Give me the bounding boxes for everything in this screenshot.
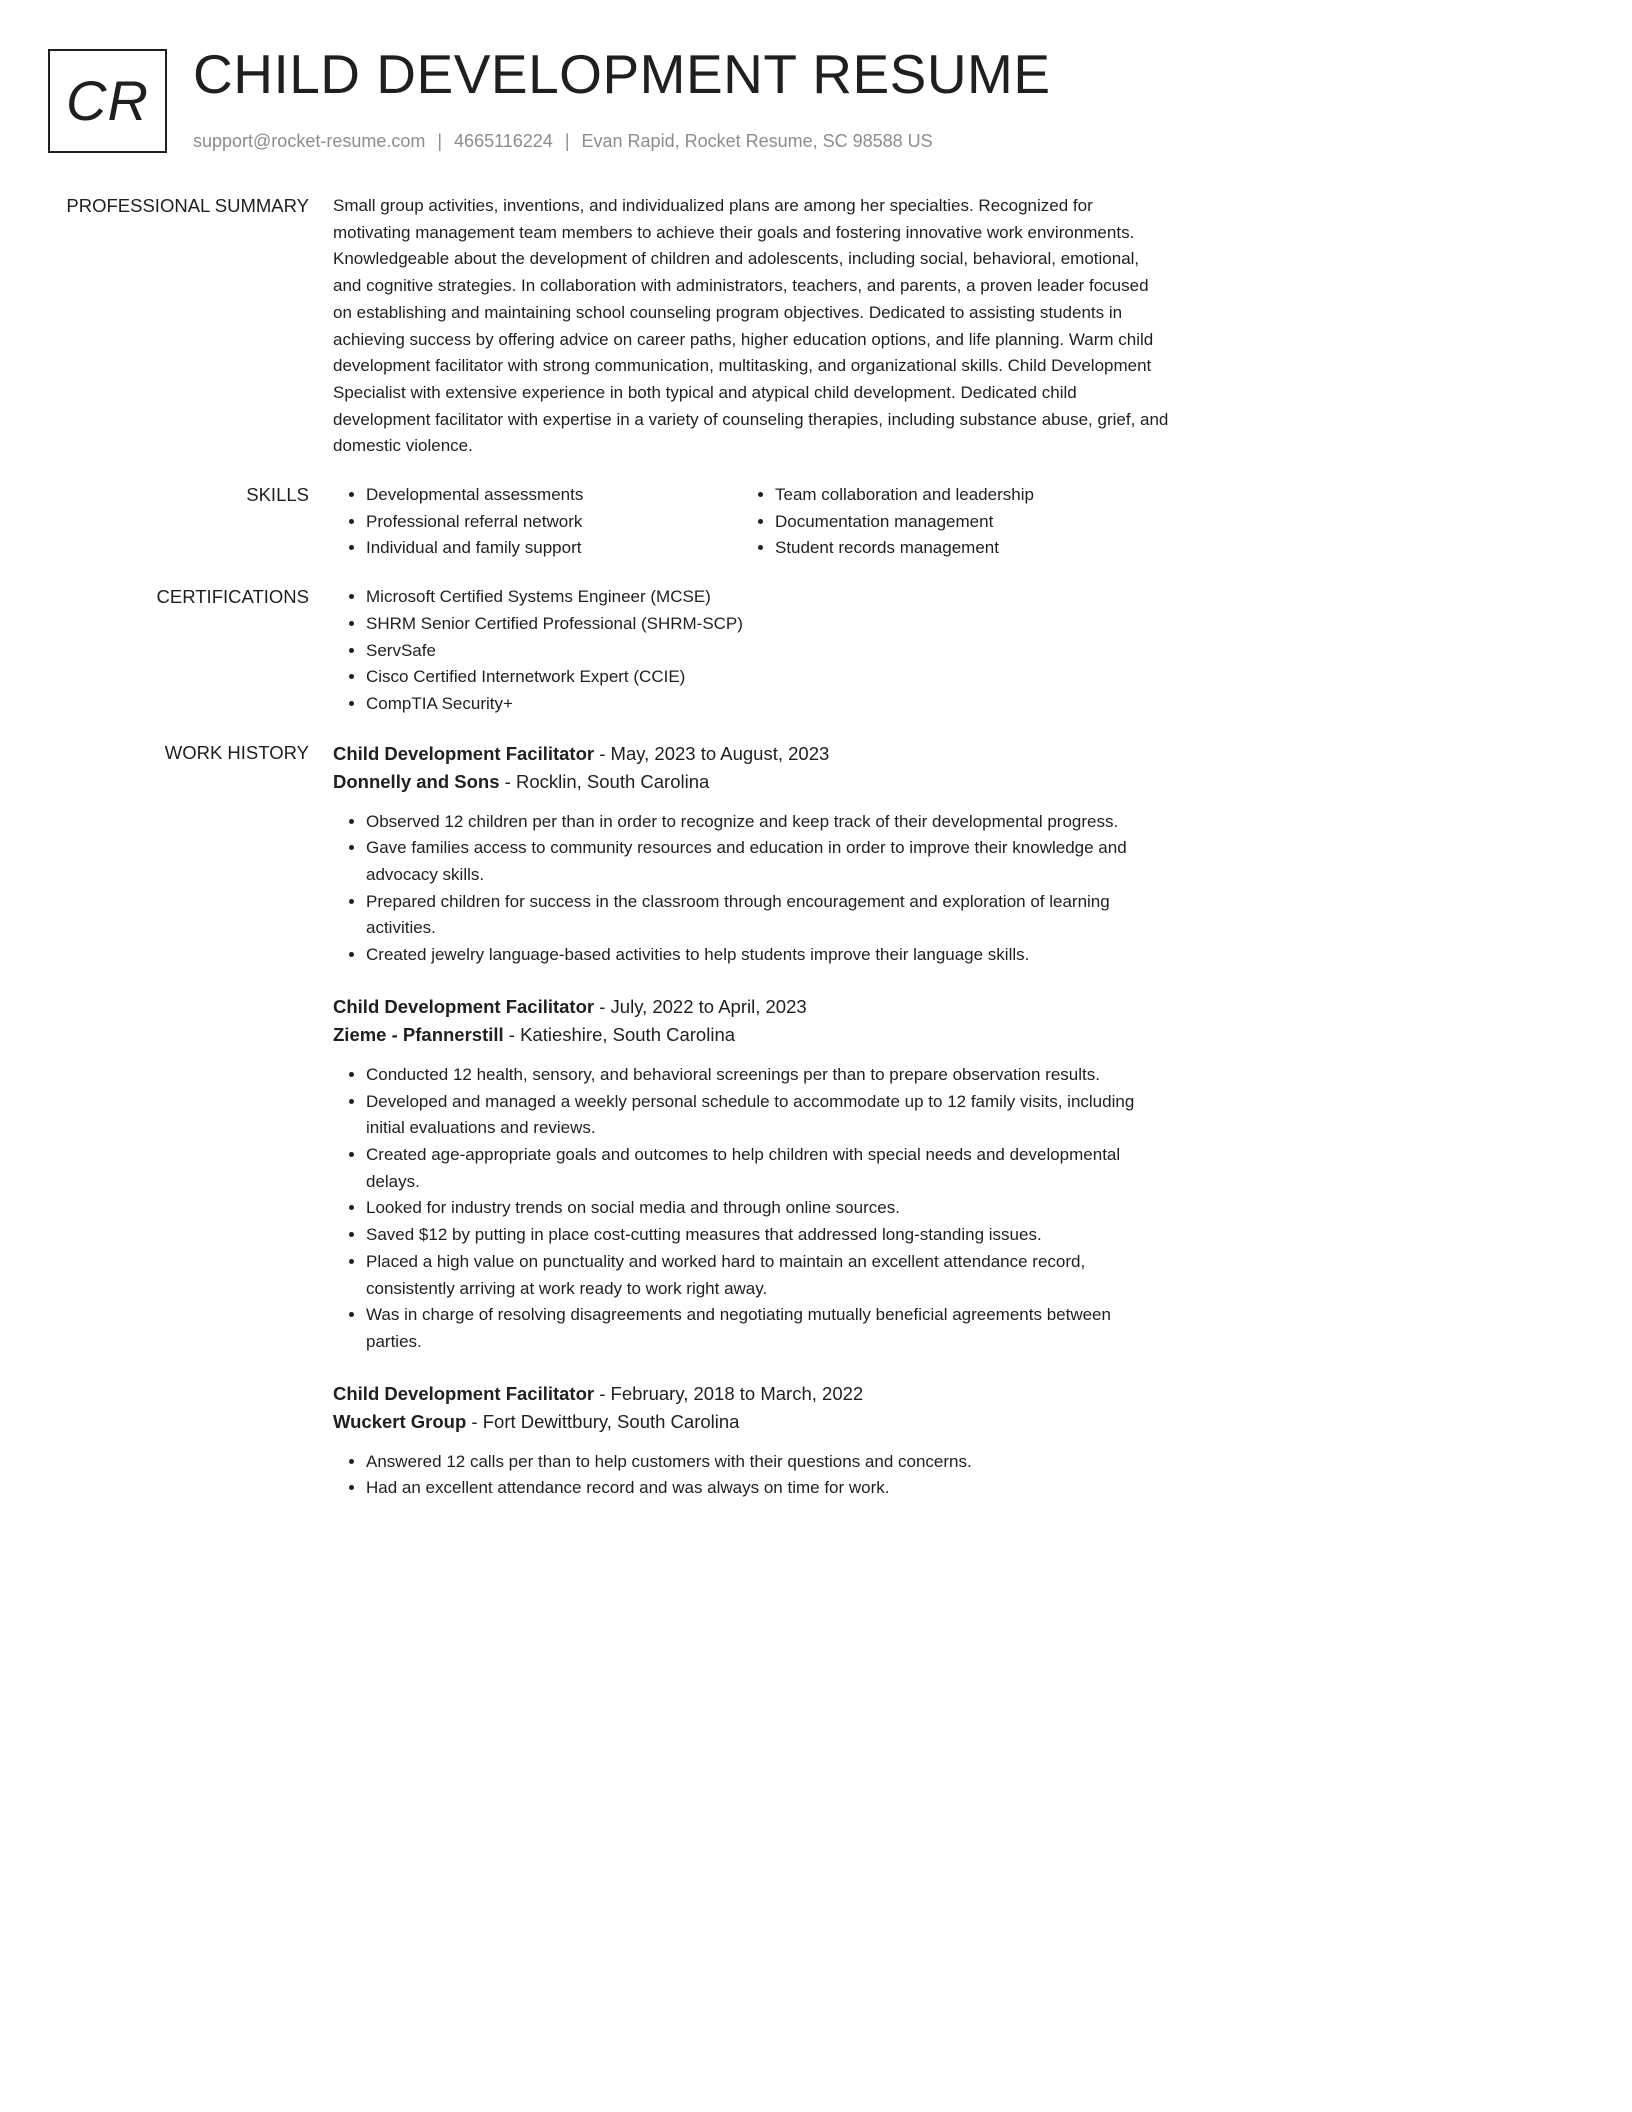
job-title: Child Development Facilitator xyxy=(333,1382,595,1404)
skill-item: • Individual and family support xyxy=(366,535,742,562)
certification-item: • CompTIA Security+ xyxy=(366,691,1171,718)
job-bullets xyxy=(333,1449,1171,1502)
certification-item: • Microsoft Certified Systems Engineer (MCSE) xyxy=(366,584,1171,611)
certification-item: • Cisco Certified Internetwork Expert (CCIE) xyxy=(366,664,1171,691)
skills-section xyxy=(0,482,1224,562)
resume-title: CHILD DEVELOPMENT RESUME xyxy=(193,43,1051,105)
job-bullet: • Created age-appropriate goals and outcomes to help children with special needs and developmental delays. xyxy=(366,1142,1171,1195)
skill-item: • Professional referral network xyxy=(366,509,742,536)
certifications-list xyxy=(333,584,1171,718)
job-bullet: • Answered 12 calls per than to help customers with their questions and concerns. xyxy=(366,1449,1171,1476)
job-bullet: • Developed and managed a weekly personal schedule to accommodate up to 12 family visits, including initial evaluations and reviews. xyxy=(366,1089,1171,1142)
job-title: Child Development Facilitator xyxy=(333,995,595,1017)
job-entry xyxy=(333,1380,1171,1502)
job-bullet: • Was in charge of resolving disagreements and negotiating mutually beneficial agreements between parties. xyxy=(366,1302,1171,1355)
certifications-body xyxy=(333,584,1171,718)
certifications-heading: CERTIFICATIONS xyxy=(156,586,309,608)
contact-separator: | xyxy=(437,131,443,151)
contact-address: Evan Rapid, Rocket Resume, SC 98588 US xyxy=(581,131,933,151)
contact-separator: | xyxy=(564,131,570,151)
job-bullet: • Conducted 12 health, sensory, and behavioral screenings per than to prepare observation results. xyxy=(366,1062,1171,1089)
job-bullets xyxy=(333,809,1171,969)
contact-phone: 4665116224 xyxy=(454,131,553,151)
job-bullet: • Saved $12 by putting in place cost-cutting measures that addressed long-standing issues. xyxy=(366,1222,1171,1249)
job-dates: - July, 2022 to April, 2023 xyxy=(594,995,807,1017)
job-bullets xyxy=(333,1062,1171,1356)
job-bullet: • Observed 12 children per than in order to recognize and keep track of their developmental progress. xyxy=(366,809,1171,836)
job-location: - Katieshire, South Carolina xyxy=(503,1024,736,1046)
certifications-section xyxy=(0,584,1224,718)
job-bullet: • Had an excellent attendance record and was always on time for work. xyxy=(366,1475,1171,1502)
job-bullet: • Placed a high value on punctuality and worked hard to maintain an excellent attendance record, consistently arriving at work ready to work right away. xyxy=(366,1249,1171,1302)
certification-item: • SHRM Senior Certified Professional (SHRM-SCP) xyxy=(366,611,1171,638)
job-company-line xyxy=(333,1021,1171,1050)
skills-list-left xyxy=(333,482,742,562)
skills-heading: SKILLS xyxy=(246,484,309,506)
summary-section xyxy=(0,193,1224,460)
job-company-line xyxy=(333,1408,1171,1437)
skill-item: • Developmental assessments xyxy=(366,482,742,509)
skills-list-right xyxy=(742,482,1151,562)
monogram-logo xyxy=(48,49,167,153)
summary-body xyxy=(333,193,1171,460)
job-location: - Rocklin, South Carolina xyxy=(499,771,710,793)
work-history-section xyxy=(0,740,1224,1502)
job-bullet: • Created jewelry language-based activities to help students improve their language skills. xyxy=(366,942,1171,969)
job-company: Wuckert Group xyxy=(333,1411,467,1433)
skill-item: • Team collaboration and leadership xyxy=(775,482,1151,509)
summary-text: Small group activities, inventions, and individualized plans are among her specialties. Recognized for motivating management team members to achieve their goals and fostering innovative work environments. Knowledgeable about the development of children and adolescents, including social, behavioral, emotional, and cognitive strategies. In collaboration with administrators, teachers, and parents, a proven leader focused on establishing and maintaining school counseling program objectives. Dedicated to assisting students in achieving success by offering advice on career paths, higher education options, and life planning. Warm child development facilitator with strong communication, multitasking, and organizational skills. Child Development Specialist with extensive experience in both typical and atypical child development. Dedicated child development facilitator with expertise in a variety of counseling therapies, including substance abuse, grief, and domestic violence. xyxy=(333,196,1169,456)
work-history-body xyxy=(333,740,1171,1502)
job-title-line xyxy=(333,740,1171,769)
job-title-line xyxy=(333,993,1171,1022)
job-title-line xyxy=(333,1380,1171,1409)
summary-heading: PROFESSIONAL SUMMARY xyxy=(66,195,309,216)
skills-body xyxy=(333,482,1171,562)
skill-item: • Documentation management xyxy=(775,509,1151,536)
work-history-heading: WORK HISTORY xyxy=(164,741,309,763)
job-entry xyxy=(333,993,1171,1356)
job-dates: - May, 2023 to August, 2023 xyxy=(594,742,830,764)
job-bullet: • Looked for industry trends on social media and through online sources. xyxy=(366,1195,1171,1222)
resume-sections xyxy=(0,193,1224,1524)
certification-item: • ServSafe xyxy=(366,638,1171,665)
job-bullet: • Prepared children for success in the classroom through encouragement and exploration of learning activities. xyxy=(366,889,1171,942)
job-company-line xyxy=(333,768,1171,797)
skill-item: • Student records management xyxy=(775,535,1151,562)
job-location: - Fort Dewittbury, South Carolina xyxy=(466,1411,740,1433)
job-entry xyxy=(333,740,1171,969)
contact-email: support@rocket-resume.com xyxy=(193,131,426,151)
contact-line xyxy=(193,131,933,153)
job-title: Child Development Facilitator xyxy=(333,742,595,764)
job-company: Donnelly and Sons xyxy=(333,771,500,793)
job-dates: - February, 2018 to March, 2022 xyxy=(594,1382,864,1404)
monogram-initials: CR xyxy=(66,69,149,132)
job-company: Zieme - Pfannerstill xyxy=(333,1024,504,1046)
job-bullet: • Gave families access to community resources and education in order to improve their knowledge and advocacy skills. xyxy=(366,835,1171,888)
